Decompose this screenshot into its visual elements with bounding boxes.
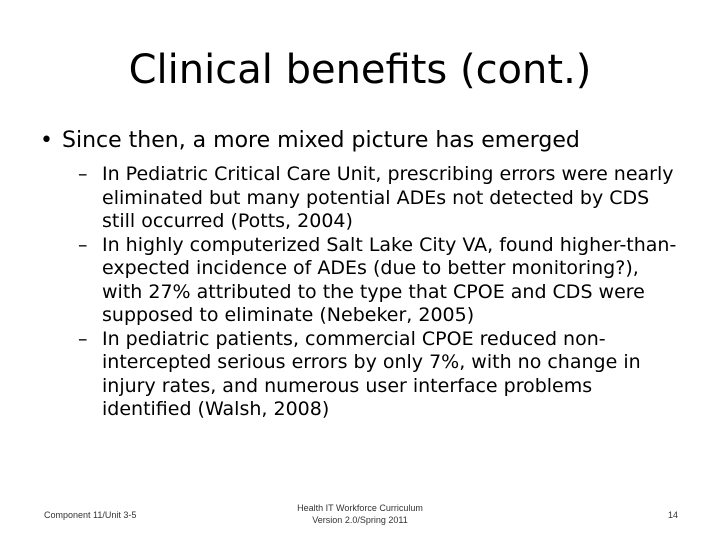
main-bullet-text: Since then, a more mixed picture has emerged bbox=[62, 128, 580, 153]
dash-glyph: – bbox=[78, 327, 88, 350]
footer-curriculum bbox=[270, 502, 450, 526]
sub-bullet-text: In pediatric patients, commercial CPOE reduced non-intercepted serious errors by only 7%, with no change in injury rates, and numerous user interface problems identified (Walsh, 2008) bbox=[102, 327, 641, 420]
sub-bullet bbox=[78, 163, 678, 234]
dash-glyph: – bbox=[78, 233, 88, 256]
sub-bullet-list bbox=[78, 163, 678, 422]
bullet-glyph: • bbox=[40, 128, 53, 153]
sub-bullet bbox=[78, 328, 678, 422]
slide-title: Clinical benefits (cont.) bbox=[128, 47, 592, 93]
page-number: 14 bbox=[668, 510, 679, 520]
dash-glyph: – bbox=[78, 163, 88, 185]
footer-curriculum-line2: Version 2.0/Spring 2011 bbox=[312, 515, 408, 525]
main-bullet bbox=[40, 127, 690, 155]
footer-curriculum-line1: Health IT Workforce Curriculum bbox=[297, 503, 423, 513]
sub-bullet-text: In highly computerized Salt Lake City VA, found higher-than-expected incidence of ADEs (due to better monitoring?), with 27% attributed to the type that CPOE and CDS were supposed to eliminate (Nebeker, 2005) bbox=[102, 233, 677, 326]
sub-bullet-text: In Pediatric Critical Care Unit, prescribing errors were nearly eliminated but many potential ADEs not detected by CDS still occurred (Potts, 2004) bbox=[102, 163, 674, 232]
sub-bullet bbox=[78, 234, 678, 328]
footer-component: Component 11/Unit 3-5 bbox=[44, 510, 137, 520]
